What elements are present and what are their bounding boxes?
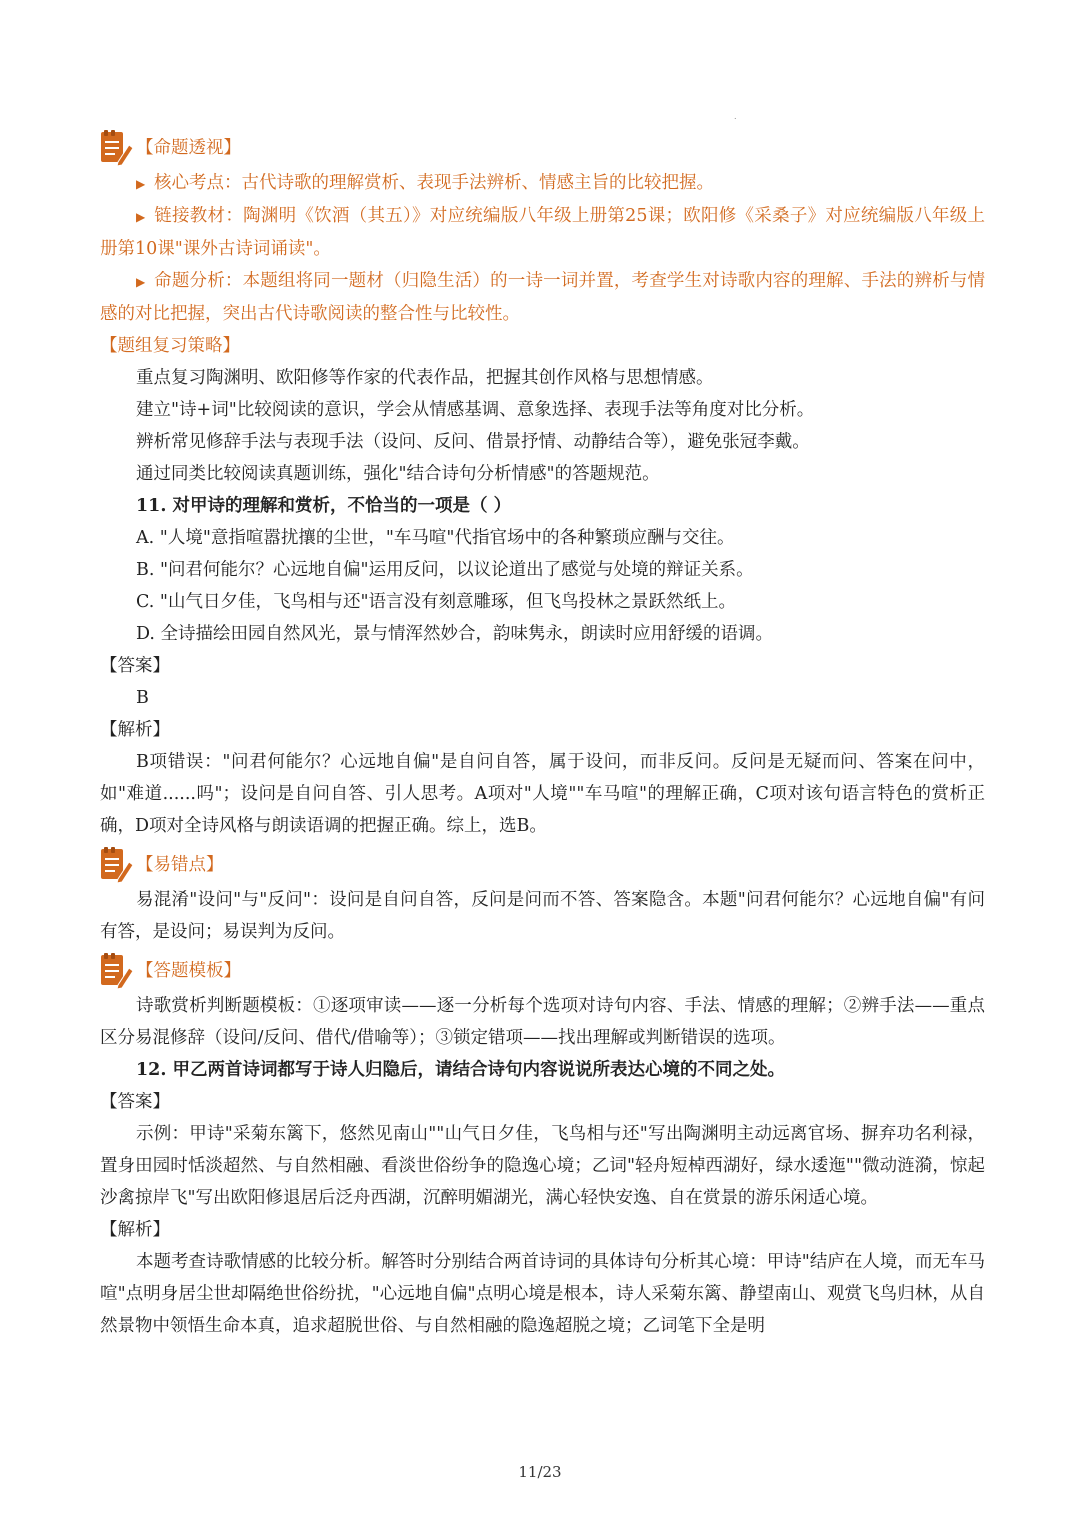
review-title: 【题组复习策略】 <box>100 336 240 356</box>
bullet-textbook: ▶ 链接教材：陶渊明《饮酒（其五）》对应统编版八年级上册第25课；欧阳修《采桑子》对应统编版八年级上册第10课"课外古诗词诵读"。 <box>100 200 985 265</box>
pitfall-title: 【易错点】 <box>136 855 224 875</box>
analysis-label: 【解析】 <box>100 1220 170 1240</box>
option-b: B. "问君何能尔？心远地自偏"运用反问，以议论道出了感觉与处境的辩证关系。 <box>136 560 754 580</box>
option-d: D. 全诗描绘田园自然风光，景与情浑然妙合，韵味隽永，朗读时应用舒缓的语调。 <box>136 624 774 644</box>
triangle-bullet-icon: ▶ <box>136 177 146 191</box>
review-line: 辨析常见修辞手法与表现手法（设问、反问、借景抒情、动静结合等），避免张冠李戴。 <box>136 432 810 452</box>
template-text: 诗歌赏析判断题模板：①逐项审读——逐一分析每个选项对诗句内容、手法、情感的理解；②辨手法——重点区分易混修辞（设问/反问、借代/借喻等）；③锁定错项——找出理解或判断错误的选项。 <box>100 996 985 1048</box>
review-line: 建立"诗+词"比较阅读的意识，学会从情感基调、意象选择、表现手法等角度对比分析。 <box>136 400 815 420</box>
template-title: 【答题模板】 <box>136 961 241 981</box>
answer-text: 示例：甲诗"采菊东篱下，悠然见南山""山气日夕佳，飞鸟相与还"写出陶渊明主动远离官场、摒弃功名利禄，置身田园时恬淡超然、与自然相融、看淡世俗纷争的隐逸心境；乙词"轻舟短棹西湖好，绿水逶迤""微动涟漪，惊起沙禽掠岸飞"写出欧阳修退居后泛舟西湖，沉醉明媚湖光，满心轻快安逸、自在赏景的游乐闲适心境。 <box>100 1124 985 1208</box>
option-c: C. "山气日夕佳，飞鸟相与还"语言没有刻意雕琢，但飞鸟投林之景跃然纸上。 <box>136 592 736 612</box>
pitfall-text: 易混淆"设问"与"反问"：设问是自问自答，反问是问而不答、答案隐含。本题"问君何能尔？心远地自偏"有问有答，是设问；易误判为反问。 <box>100 890 985 942</box>
bullet-core: ▶ 核心考点：古代诗歌的理解赏析、表现手法辨析、情感主旨的比较把握。 <box>100 167 985 200</box>
analysis-text: B项错误："问君何能尔？心远地自偏"是自问自答，属于设问，而非反问。反问是无疑而问、答案在问中，如"难道......吗"；设问是自问自答、引人思考。A项对"人境""车马喧"的理解正确，C项对该句语言特色的赏析正确，D项对全诗风格与朗读语调的把握正确。综上，选B。 <box>100 752 985 836</box>
section-pitfall-header <box>100 846 985 884</box>
notepad-pencil-icon <box>100 953 134 989</box>
corner-mark: . <box>734 112 737 121</box>
answer-label: 【答案】 <box>100 656 170 676</box>
answer-label: 【答案】 <box>100 1092 170 1112</box>
question-11-stem: 11. 对甲诗的理解和赏析，不恰当的一项是（ ） <box>136 496 512 516</box>
section-template-header <box>100 952 985 990</box>
content <box>100 125 985 1342</box>
section-proposition-header <box>100 129 985 167</box>
review-line: 重点复习陶渊明、欧阳修等作家的代表作品，把握其创作风格与思想情感。 <box>136 368 714 388</box>
review-line: 通过同类比较阅读真题训练，强化"结合诗句分析情感"的答题规范。 <box>136 464 660 484</box>
question-12-stem: 12. 甲乙两首诗词都写于诗人归隐后，请结合诗句内容说说所表达心境的不同之处。 <box>136 1060 786 1080</box>
triangle-bullet-icon: ▶ <box>136 210 146 224</box>
notepad-pencil-icon <box>100 130 134 166</box>
analysis-label: 【解析】 <box>100 720 170 740</box>
section-title: 【命题透视】 <box>136 138 241 158</box>
triangle-bullet-icon: ▶ <box>136 275 146 289</box>
notepad-pencil-icon <box>100 847 134 883</box>
analysis-text: 本题考查诗歌情感的比较分析。解答时分别结合两首诗词的具体诗句分析其心境：甲诗"结庐在人境，而无车马喧"点明身居尘世却隔绝世俗纷扰，"心远地自偏"点明心境是根本，诗人采菊东篱、静望南山、观赏飞鸟归林，从自然景物中领悟生命本真，追求超脱世俗、与自然相融的隐逸超脱之境；乙词笔下全是明 <box>100 1252 985 1336</box>
option-a: A. "人境"意指喧嚣扰攘的尘世，"车马喧"代指官场中的各种繁琐应酬与交往。 <box>136 528 735 548</box>
page-number: 11/23 <box>518 1463 562 1481</box>
answer-value: B <box>136 688 149 708</box>
bullet-analysis: ▶ 命题分析：本题组将同一题材（归隐生活）的一诗一词并置，考查学生对诗歌内容的理解、手法的辨析与情感的对比把握，突出古代诗歌阅读的整合性与比较性。 <box>100 265 985 330</box>
